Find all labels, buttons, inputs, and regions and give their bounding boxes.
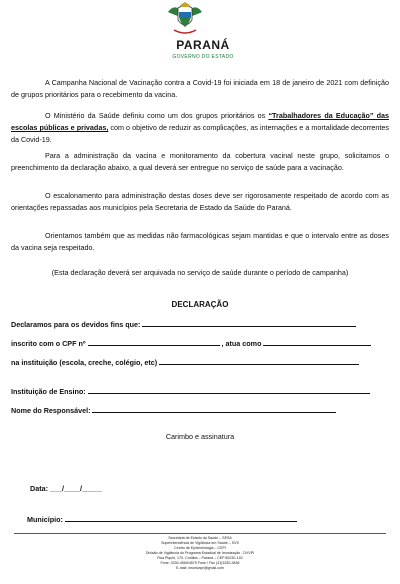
footer-line: Secretaria de Estado da Saúde – SESA [168,536,232,540]
date-label: Data: [30,484,48,493]
cpf-label: inscrito com o CPF nº [11,339,86,348]
cpf-field[interactable] [88,337,220,346]
brand-name: PARANÁ [176,38,230,52]
paragraph-administration [11,150,389,174]
atua-label: , atua como [221,339,262,348]
instituicao-tipo-row [11,356,359,367]
footer-divider [14,533,386,534]
paragraph-priority-groups [11,110,389,146]
stamp-signature-label: Carimbo e assinatura [165,432,235,441]
parana-coat-of-arms-icon [166,2,204,36]
municipio-field[interactable] [65,513,297,522]
archive-note: (Esta declaração deverá ser arquivada no serviço de saúde durante o período de campanha) [51,268,349,277]
paragraph-campaign [11,77,389,101]
atua-field[interactable] [263,337,371,346]
document-header [0,0,400,64]
paragraph-administration-text: Para a administração da vacina e monitoramento da cobertura vacinal neste grupo, solicitamos o preenchimento da declaração abaixo, a qual deverá ser entregue no serviço de saúde para a vacinação. [11,151,389,172]
instituicao-ensino-field[interactable] [88,385,370,394]
declaramos-label: Declaramos para os devidos fins que: [11,320,141,329]
instituicao-ensino-row [11,385,370,396]
date-row [30,484,102,493]
declaramos-row [11,318,356,329]
responsavel-label: Nome do Responsável: [11,406,91,415]
instituicao-ensino-label: Instituição de Ensino: [11,387,86,396]
date-field[interactable]: ___/____/_____ [49,484,102,493]
footer-line: Fone: 3330-4560/4579 Fone / Fax (41)3330-3836 [160,561,240,565]
paragraph-measures [11,230,389,254]
footer-line: Rua Piquiri, 170- Curitiba – Paraná – CEP 80230-140 [157,556,243,560]
p2-pre: O Ministério da Saúde definiu como um dos grupos prioritários os [45,111,269,120]
footer-line: E-mail: imunizapr@gmail.com [176,566,224,570]
paragraph-scheduling [11,190,389,214]
footer-line: Centro de Epidemiologia – CEPI [174,546,226,550]
cpf-row [11,337,371,348]
responsavel-field[interactable] [92,404,336,413]
municipio-row [27,513,297,524]
brand-subtitle: GOVERNO DO ESTADO [172,54,234,60]
declaramos-field[interactable] [142,318,356,327]
paragraph-campaign-text: A Campanha Nacional de Vacinação contra a Covid-19 foi iniciada em 18 de janeiro de 2021 com definição de grupos prioritários para o recebimento da vacina. [11,78,389,99]
paragraph-scheduling-text: O escalonamento para administração destas doses deve ser rigorosamente respeitado de acordo com as orientações repassadas aos municípios pela Secretaria de Estado da Saúde do Paraná. [11,191,389,212]
p2-post: com o objetivo de reduzir as complicações, as internações e a mortalidade decorrentes da Covid-19. [11,123,389,144]
footer-line: Superintendência de Vigilância em Saúde – SVS [161,541,239,545]
instituicao-tipo-label: na instituição (escola, creche, colégio, etc) [11,358,158,367]
municipio-label: Município: [27,515,63,524]
footer-line: Divisão de Vigilância do Programa Estadual de Imunização - DVVPI [145,551,255,555]
responsavel-row [11,404,336,415]
paragraph-measures-text: Orientamos também que as medidas não farmacológicas sejam mantidas e que o intervalo entre as doses da vacina seja respeitado. [11,231,389,252]
declaration-title: DECLARAÇÃO [171,300,229,309]
instituicao-tipo-field[interactable] [159,356,359,365]
p2-emphasis: “Trabalhadores da Educação” das escolas públicas e privadas, [11,111,389,132]
